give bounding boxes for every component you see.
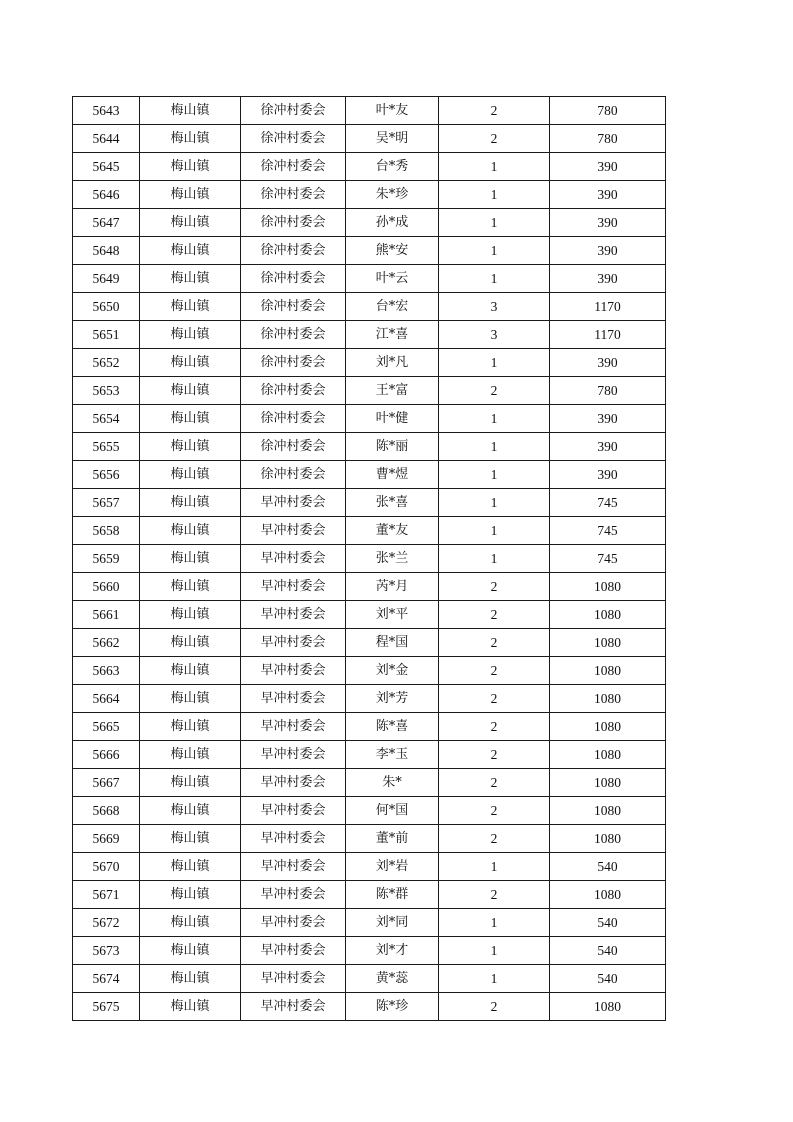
amount-cell: 390	[550, 349, 666, 377]
name-cell: 芮*月	[346, 573, 439, 601]
serial-number-cell: 5669	[73, 825, 140, 853]
serial-number-cell: 5657	[73, 489, 140, 517]
serial-number-cell: 5653	[73, 377, 140, 405]
town-cell: 梅山镇	[140, 153, 241, 181]
village-committee-cell: 徐冲村委会	[241, 237, 346, 265]
count-cell: 1	[439, 349, 550, 377]
name-cell: 董*前	[346, 825, 439, 853]
town-cell: 梅山镇	[140, 713, 241, 741]
name-cell: 叶*云	[346, 265, 439, 293]
amount-cell: 1080	[550, 601, 666, 629]
town-cell: 梅山镇	[140, 881, 241, 909]
table-row	[73, 377, 666, 405]
count-cell: 1	[439, 965, 550, 993]
village-committee-cell: 早冲村委会	[241, 965, 346, 993]
amount-cell: 540	[550, 853, 666, 881]
name-cell: 台*秀	[346, 153, 439, 181]
serial-number-cell: 5664	[73, 685, 140, 713]
village-committee-cell: 徐冲村委会	[241, 405, 346, 433]
name-cell: 刘*金	[346, 657, 439, 685]
serial-number-cell: 5663	[73, 657, 140, 685]
town-cell: 梅山镇	[140, 629, 241, 657]
village-committee-cell: 徐冲村委会	[241, 209, 346, 237]
name-cell: 台*宏	[346, 293, 439, 321]
amount-cell: 390	[550, 265, 666, 293]
village-committee-cell: 早冲村委会	[241, 881, 346, 909]
table-row	[73, 629, 666, 657]
amount-cell: 780	[550, 377, 666, 405]
amount-cell: 540	[550, 909, 666, 937]
village-committee-cell: 早冲村委会	[241, 937, 346, 965]
count-cell: 2	[439, 657, 550, 685]
name-cell: 叶*友	[346, 97, 439, 125]
table-row	[73, 825, 666, 853]
serial-number-cell: 5668	[73, 797, 140, 825]
village-committee-cell: 徐冲村委会	[241, 461, 346, 489]
count-cell: 2	[439, 685, 550, 713]
count-cell: 1	[439, 153, 550, 181]
town-cell: 梅山镇	[140, 797, 241, 825]
data-table	[72, 96, 666, 1021]
amount-cell: 390	[550, 433, 666, 461]
amount-cell: 540	[550, 965, 666, 993]
village-committee-cell: 徐冲村委会	[241, 125, 346, 153]
village-committee-cell: 早冲村委会	[241, 797, 346, 825]
table-row	[73, 545, 666, 573]
amount-cell: 1080	[550, 797, 666, 825]
table-row	[73, 293, 666, 321]
name-cell: 陈*喜	[346, 713, 439, 741]
village-committee-cell: 早冲村委会	[241, 657, 346, 685]
town-cell: 梅山镇	[140, 265, 241, 293]
serial-number-cell: 5645	[73, 153, 140, 181]
count-cell: 1	[439, 405, 550, 433]
table-row	[73, 769, 666, 797]
serial-number-cell: 5647	[73, 209, 140, 237]
table-row	[73, 937, 666, 965]
count-cell: 1	[439, 433, 550, 461]
count-cell: 1	[439, 489, 550, 517]
town-cell: 梅山镇	[140, 601, 241, 629]
count-cell: 2	[439, 713, 550, 741]
name-cell: 刘*才	[346, 937, 439, 965]
name-cell: 张*喜	[346, 489, 439, 517]
table-row	[73, 181, 666, 209]
amount-cell: 745	[550, 517, 666, 545]
table-row	[73, 909, 666, 937]
name-cell: 曹*煜	[346, 461, 439, 489]
table-row	[73, 209, 666, 237]
count-cell: 1	[439, 853, 550, 881]
name-cell: 朱*珍	[346, 181, 439, 209]
town-cell: 梅山镇	[140, 909, 241, 937]
table-row	[73, 405, 666, 433]
table-row	[73, 265, 666, 293]
table-row	[73, 741, 666, 769]
name-cell: 刘*同	[346, 909, 439, 937]
name-cell: 叶*健	[346, 405, 439, 433]
table-row	[73, 321, 666, 349]
table-row	[73, 881, 666, 909]
name-cell: 陈*珍	[346, 993, 439, 1021]
serial-number-cell: 5655	[73, 433, 140, 461]
serial-number-cell: 5662	[73, 629, 140, 657]
amount-cell: 1170	[550, 293, 666, 321]
count-cell: 2	[439, 601, 550, 629]
town-cell: 梅山镇	[140, 125, 241, 153]
table-row	[73, 349, 666, 377]
town-cell: 梅山镇	[140, 741, 241, 769]
serial-number-cell: 5658	[73, 517, 140, 545]
town-cell: 梅山镇	[140, 209, 241, 237]
name-cell: 刘*芳	[346, 685, 439, 713]
village-committee-cell: 早冲村委会	[241, 769, 346, 797]
amount-cell: 1080	[550, 573, 666, 601]
serial-number-cell: 5661	[73, 601, 140, 629]
town-cell: 梅山镇	[140, 433, 241, 461]
town-cell: 梅山镇	[140, 97, 241, 125]
count-cell: 2	[439, 797, 550, 825]
village-committee-cell: 早冲村委会	[241, 517, 346, 545]
serial-number-cell: 5665	[73, 713, 140, 741]
village-committee-cell: 早冲村委会	[241, 685, 346, 713]
count-cell: 2	[439, 825, 550, 853]
serial-number-cell: 5667	[73, 769, 140, 797]
amount-cell: 540	[550, 937, 666, 965]
count-cell: 2	[439, 629, 550, 657]
town-cell: 梅山镇	[140, 461, 241, 489]
town-cell: 梅山镇	[140, 993, 241, 1021]
table-row	[73, 153, 666, 181]
serial-number-cell: 5648	[73, 237, 140, 265]
village-committee-cell: 早冲村委会	[241, 993, 346, 1021]
village-committee-cell: 早冲村委会	[241, 629, 346, 657]
serial-number-cell: 5649	[73, 265, 140, 293]
count-cell: 2	[439, 97, 550, 125]
town-cell: 梅山镇	[140, 181, 241, 209]
village-committee-cell: 徐冲村委会	[241, 97, 346, 125]
count-cell: 1	[439, 517, 550, 545]
town-cell: 梅山镇	[140, 489, 241, 517]
name-cell: 李*玉	[346, 741, 439, 769]
serial-number-cell: 5670	[73, 853, 140, 881]
count-cell: 2	[439, 993, 550, 1021]
name-cell: 陈*群	[346, 881, 439, 909]
amount-cell: 390	[550, 209, 666, 237]
name-cell: 江*喜	[346, 321, 439, 349]
village-committee-cell: 徐冲村委会	[241, 377, 346, 405]
amount-cell: 390	[550, 153, 666, 181]
count-cell: 2	[439, 377, 550, 405]
count-cell: 2	[439, 769, 550, 797]
serial-number-cell: 5651	[73, 321, 140, 349]
name-cell: 何*国	[346, 797, 439, 825]
town-cell: 梅山镇	[140, 825, 241, 853]
count-cell: 1	[439, 209, 550, 237]
town-cell: 梅山镇	[140, 321, 241, 349]
village-committee-cell: 徐冲村委会	[241, 349, 346, 377]
village-committee-cell: 早冲村委会	[241, 909, 346, 937]
serial-number-cell: 5654	[73, 405, 140, 433]
table-row	[73, 517, 666, 545]
name-cell: 刘*平	[346, 601, 439, 629]
serial-number-cell: 5650	[73, 293, 140, 321]
serial-number-cell: 5659	[73, 545, 140, 573]
amount-cell: 780	[550, 125, 666, 153]
town-cell: 梅山镇	[140, 573, 241, 601]
name-cell: 吴*明	[346, 125, 439, 153]
amount-cell: 780	[550, 97, 666, 125]
amount-cell: 1170	[550, 321, 666, 349]
name-cell: 程*国	[346, 629, 439, 657]
village-committee-cell: 早冲村委会	[241, 601, 346, 629]
count-cell: 2	[439, 573, 550, 601]
serial-number-cell: 5674	[73, 965, 140, 993]
amount-cell: 1080	[550, 629, 666, 657]
name-cell: 孙*成	[346, 209, 439, 237]
village-committee-cell: 早冲村委会	[241, 573, 346, 601]
count-cell: 3	[439, 321, 550, 349]
amount-cell: 745	[550, 489, 666, 517]
count-cell: 3	[439, 293, 550, 321]
count-cell: 1	[439, 237, 550, 265]
serial-number-cell: 5652	[73, 349, 140, 377]
town-cell: 梅山镇	[140, 853, 241, 881]
name-cell: 熊*安	[346, 237, 439, 265]
amount-cell: 1080	[550, 685, 666, 713]
town-cell: 梅山镇	[140, 517, 241, 545]
table-row	[73, 489, 666, 517]
name-cell: 张*兰	[346, 545, 439, 573]
table-row	[73, 853, 666, 881]
name-cell: 刘*凡	[346, 349, 439, 377]
name-cell: 黄*蕊	[346, 965, 439, 993]
serial-number-cell: 5656	[73, 461, 140, 489]
village-committee-cell: 徐冲村委会	[241, 433, 346, 461]
count-cell: 2	[439, 741, 550, 769]
village-committee-cell: 徐冲村委会	[241, 321, 346, 349]
town-cell: 梅山镇	[140, 377, 241, 405]
name-cell: 王*富	[346, 377, 439, 405]
village-committee-cell: 徐冲村委会	[241, 181, 346, 209]
table-row	[73, 461, 666, 489]
table-row	[73, 993, 666, 1021]
amount-cell: 1080	[550, 993, 666, 1021]
amount-cell: 1080	[550, 657, 666, 685]
table-row	[73, 685, 666, 713]
town-cell: 梅山镇	[140, 545, 241, 573]
name-cell: 朱*	[346, 769, 439, 797]
village-committee-cell: 徐冲村委会	[241, 153, 346, 181]
town-cell: 梅山镇	[140, 657, 241, 685]
name-cell: 陈*丽	[346, 433, 439, 461]
village-committee-cell: 徐冲村委会	[241, 265, 346, 293]
town-cell: 梅山镇	[140, 293, 241, 321]
table-row	[73, 713, 666, 741]
table-body	[73, 97, 666, 1021]
serial-number-cell: 5644	[73, 125, 140, 153]
serial-number-cell: 5675	[73, 993, 140, 1021]
amount-cell: 1080	[550, 825, 666, 853]
table-row	[73, 601, 666, 629]
town-cell: 梅山镇	[140, 349, 241, 377]
amount-cell: 1080	[550, 713, 666, 741]
village-committee-cell: 早冲村委会	[241, 545, 346, 573]
village-committee-cell: 徐冲村委会	[241, 293, 346, 321]
amount-cell: 390	[550, 181, 666, 209]
amount-cell: 390	[550, 405, 666, 433]
amount-cell: 390	[550, 461, 666, 489]
table-row	[73, 965, 666, 993]
count-cell: 1	[439, 265, 550, 293]
town-cell: 梅山镇	[140, 769, 241, 797]
table-row	[73, 237, 666, 265]
town-cell: 梅山镇	[140, 405, 241, 433]
village-committee-cell: 早冲村委会	[241, 853, 346, 881]
town-cell: 梅山镇	[140, 937, 241, 965]
count-cell: 1	[439, 181, 550, 209]
serial-number-cell: 5671	[73, 881, 140, 909]
village-committee-cell: 早冲村委会	[241, 713, 346, 741]
serial-number-cell: 5666	[73, 741, 140, 769]
count-cell: 2	[439, 881, 550, 909]
count-cell: 1	[439, 545, 550, 573]
town-cell: 梅山镇	[140, 237, 241, 265]
table-row	[73, 573, 666, 601]
amount-cell: 1080	[550, 769, 666, 797]
village-committee-cell: 早冲村委会	[241, 489, 346, 517]
name-cell: 董*友	[346, 517, 439, 545]
village-committee-cell: 早冲村委会	[241, 825, 346, 853]
serial-number-cell: 5673	[73, 937, 140, 965]
count-cell: 1	[439, 461, 550, 489]
table-row	[73, 97, 666, 125]
town-cell: 梅山镇	[140, 685, 241, 713]
amount-cell: 390	[550, 237, 666, 265]
serial-number-cell: 5643	[73, 97, 140, 125]
serial-number-cell: 5646	[73, 181, 140, 209]
table-row	[73, 797, 666, 825]
amount-cell: 1080	[550, 741, 666, 769]
serial-number-cell: 5660	[73, 573, 140, 601]
count-cell: 1	[439, 909, 550, 937]
village-committee-cell: 早冲村委会	[241, 741, 346, 769]
count-cell: 1	[439, 937, 550, 965]
count-cell: 2	[439, 125, 550, 153]
amount-cell: 1080	[550, 881, 666, 909]
town-cell: 梅山镇	[140, 965, 241, 993]
table-row	[73, 433, 666, 461]
name-cell: 刘*岩	[346, 853, 439, 881]
table-row	[73, 125, 666, 153]
amount-cell: 745	[550, 545, 666, 573]
table-row	[73, 657, 666, 685]
serial-number-cell: 5672	[73, 909, 140, 937]
